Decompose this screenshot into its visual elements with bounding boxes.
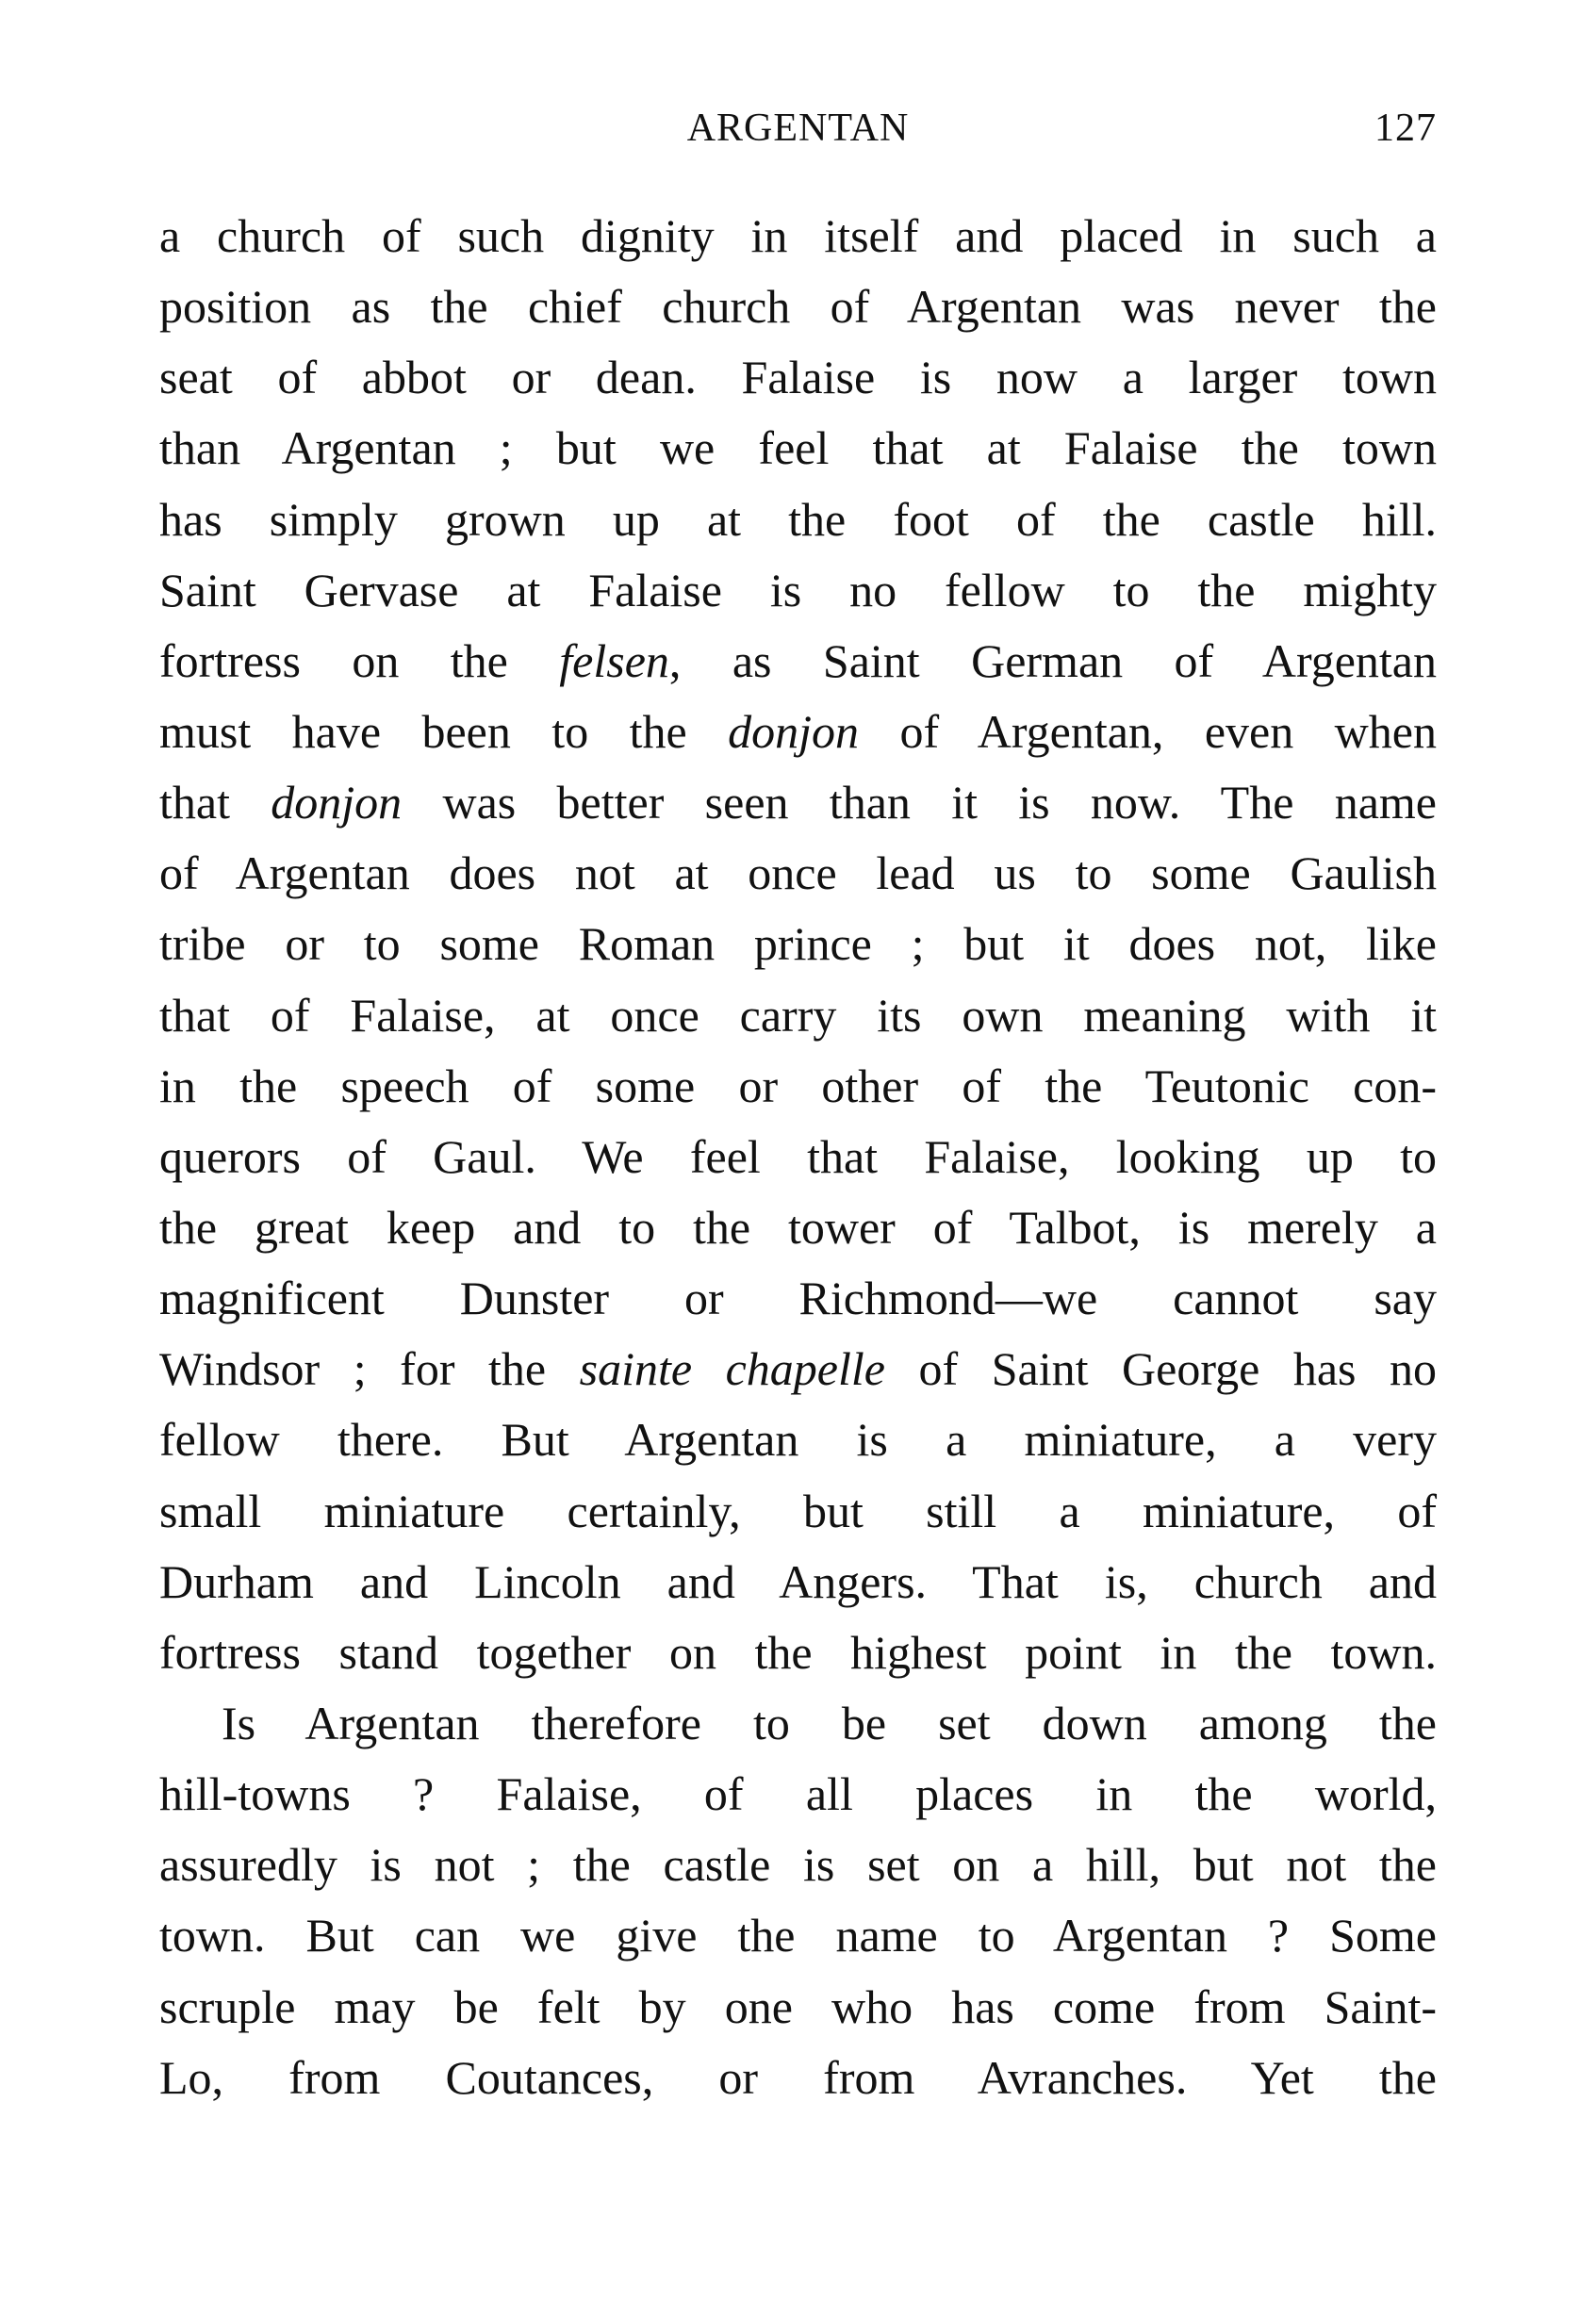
text-line-content bbox=[159, 838, 1437, 909]
text-line-content bbox=[159, 342, 1437, 413]
text-line bbox=[159, 1972, 1437, 2043]
page-header bbox=[159, 106, 1437, 162]
text-segment: that of Falaise, at once carry its own meaning with it bbox=[159, 988, 1437, 1042]
text-line bbox=[159, 1830, 1437, 1900]
text-line-content bbox=[159, 1051, 1437, 1122]
text-segment: has simply grown up at the foot of the castle hill. bbox=[159, 492, 1437, 546]
text-segment: fortress on the bbox=[159, 633, 560, 687]
page-number: 127 bbox=[1374, 107, 1437, 150]
text-segment: hill-towns ? Falaise, of all places in the world, bbox=[159, 1767, 1437, 1821]
text-line-content bbox=[159, 1263, 1437, 1334]
text-segment: scruple may be felt by one who has come from Saint- bbox=[159, 1979, 1437, 2033]
text-segment: small miniature certainly, but still a miniature, of bbox=[159, 1484, 1437, 1537]
text-segment: that bbox=[159, 776, 271, 829]
text-line bbox=[159, 1759, 1437, 1830]
text-line-content bbox=[159, 271, 1437, 342]
text-segment: fortress stand together on the highest point in the town. bbox=[159, 1625, 1437, 1679]
text-line-content bbox=[159, 555, 1437, 626]
body-text bbox=[159, 201, 1437, 2113]
text-segment: Durham and Lincoln and Angers. That is, church and bbox=[159, 1554, 1437, 1608]
text-segment: seat of abbot or dean. Falaise is now a larger town bbox=[159, 351, 1437, 404]
text-segment: Is Argentan therefore to be set down among the bbox=[222, 1696, 1437, 1749]
text-line-content bbox=[159, 1830, 1437, 1900]
text-line-content bbox=[159, 201, 1437, 271]
text-segment: position as the chief church of Argentan was never the bbox=[159, 280, 1437, 334]
text-line bbox=[159, 1618, 1437, 1688]
text-segment: the great keep and to the tower of Talbot, is merely a bbox=[159, 1200, 1437, 1254]
text-line-content bbox=[159, 1972, 1437, 2043]
text-line-content bbox=[159, 484, 1437, 555]
text-segment: Windsor ; for the bbox=[159, 1342, 580, 1396]
text-line bbox=[159, 1476, 1437, 1547]
text-segment: than Argentan ; but we feel that at Falaise the town bbox=[159, 421, 1437, 475]
text-line bbox=[159, 838, 1437, 909]
italic-text: donjon bbox=[271, 776, 403, 829]
text-line-content bbox=[159, 413, 1437, 484]
text-line-content bbox=[159, 1547, 1437, 1618]
italic-text: donjon bbox=[728, 704, 860, 758]
italic-text: sainte chapelle bbox=[579, 1342, 885, 1396]
text-segment: assuredly is not ; the castle is set on a hill, but not the bbox=[159, 1838, 1437, 1892]
text-line-content bbox=[159, 697, 1437, 767]
text-line bbox=[159, 413, 1437, 484]
text-segment: town. But can we give the name to Argentan ? Some bbox=[159, 1909, 1437, 1962]
text-segment: , as Saint German of Argentan bbox=[668, 633, 1437, 687]
text-segment: fellow there. But Argentan is a miniature, a very bbox=[159, 1413, 1437, 1467]
text-line-content bbox=[222, 1688, 1437, 1759]
text-line bbox=[159, 1900, 1437, 1971]
text-line bbox=[159, 767, 1437, 838]
text-line bbox=[159, 980, 1437, 1051]
text-line bbox=[159, 1334, 1437, 1404]
text-line-content bbox=[159, 1476, 1437, 1547]
text-line-content bbox=[159, 626, 1437, 697]
text-line bbox=[159, 342, 1437, 413]
text-line bbox=[159, 1051, 1437, 1122]
text-segment: must have been to the bbox=[159, 704, 729, 758]
text-line-content bbox=[159, 2043, 1437, 2113]
text-line bbox=[159, 626, 1437, 697]
italic-text: felsen bbox=[559, 633, 669, 687]
text-line bbox=[159, 1263, 1437, 1334]
text-segment: in the speech of some or other of the Teutonic con- bbox=[159, 1059, 1437, 1112]
text-line-content bbox=[159, 1900, 1437, 1971]
text-line bbox=[159, 555, 1437, 626]
text-line bbox=[159, 909, 1437, 979]
text-line-content bbox=[159, 1759, 1437, 1830]
text-line bbox=[159, 1404, 1437, 1475]
text-segment: Lo, from Coutances, or from Avranches. Yet the bbox=[159, 2050, 1437, 2104]
text-line bbox=[159, 1122, 1437, 1192]
text-segment: was better seen than it is now. The name bbox=[402, 776, 1437, 829]
text-line-content bbox=[159, 1122, 1437, 1192]
text-line bbox=[159, 201, 1437, 271]
text-line-content bbox=[159, 1404, 1437, 1475]
text-line bbox=[159, 1192, 1437, 1263]
text-line-content bbox=[159, 1192, 1437, 1263]
text-segment: tribe or to some Roman prince ; but it does not, like bbox=[159, 917, 1437, 971]
text-segment: of Saint George has no bbox=[884, 1342, 1438, 1396]
text-line-content bbox=[159, 980, 1437, 1051]
text-segment: Saint Gervase at Falaise is no fellow to the mighty bbox=[159, 563, 1437, 616]
text-line bbox=[159, 697, 1437, 767]
text-segment: a church of such dignity in itself and placed in such a bbox=[159, 209, 1437, 262]
text-line bbox=[159, 484, 1437, 555]
text-segment: of Argentan does not at once lead us to some Gaulish bbox=[159, 846, 1437, 900]
text-line bbox=[159, 1547, 1437, 1618]
running-title: ARGENTAN bbox=[686, 107, 910, 150]
text-line bbox=[159, 1688, 1437, 1759]
text-line bbox=[159, 271, 1437, 342]
text-segment: of Argentan, even when bbox=[859, 704, 1437, 758]
text-line-content bbox=[159, 909, 1437, 979]
text-line-content bbox=[159, 1618, 1437, 1688]
text-line-content bbox=[159, 767, 1437, 838]
text-segment: querors of Gaul. We feel that Falaise, looking up to bbox=[159, 1129, 1437, 1183]
text-line-content bbox=[159, 1334, 1437, 1404]
text-segment: magnificent Dunster or Richmond—we cannot say bbox=[159, 1272, 1437, 1325]
text-line bbox=[159, 2043, 1437, 2113]
